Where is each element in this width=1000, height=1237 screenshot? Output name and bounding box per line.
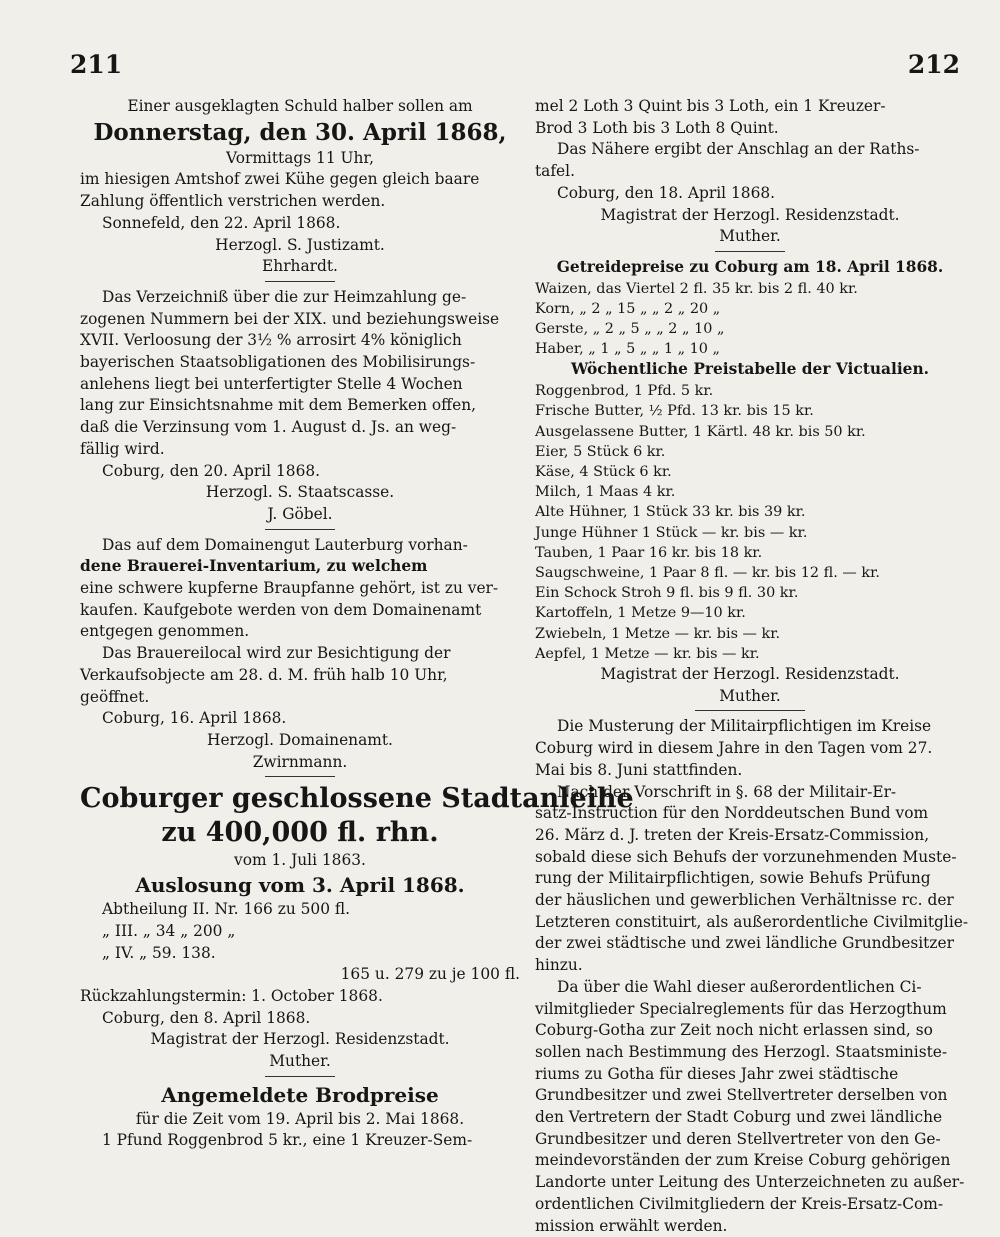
notice-intro: Einer ausgeklagten Schuld halber sollen am xyxy=(127,97,473,115)
grain-row: Korn, „ 2 „ 15 „ „ 2 „ 20 „ xyxy=(535,300,721,317)
notice-text: Das Nähere ergibt der Anschlag an der Raths- xyxy=(557,140,920,159)
draw-heading: Auslosung vom 3. April 1868. xyxy=(135,873,465,898)
signer: J. Göbel. xyxy=(267,504,333,523)
notice-text: bayerischen Staatsobligationen des Mobilisirungs- xyxy=(80,353,476,372)
notice-text: riums zu Gotha für dieses Jahr zwei städtische xyxy=(535,1064,899,1083)
food-row: Saugschweine, 1 Paar 8 fl. — kr. bis 12 fl. — kr. xyxy=(535,564,880,581)
divider xyxy=(695,710,805,711)
notice-text: dene Brauerei-Inventarium, zu welchem xyxy=(80,557,428,576)
notice-text: der zwei städtische und zwei ländliche Grundbesitzer xyxy=(535,934,954,953)
notice-text: Letzteren constituirt, als außerordentliche Civilmitglie- xyxy=(535,912,969,931)
notice-text: fällig wird. xyxy=(80,439,165,458)
place-date: Coburg, 16. April 1868. xyxy=(102,709,287,728)
food-row: Frische Butter, ½ Pfd. 13 kr. bis 15 kr. xyxy=(535,403,814,420)
auction-date-heading: Donnerstag, den 30. April 1868, xyxy=(93,118,507,146)
notice-text: daß die Verzinsung vom 1. August d. Js. an weg- xyxy=(80,418,457,437)
place-date: Sonnefeld, den 22. April 1868. xyxy=(102,213,341,232)
draw-row: Abtheilung II. Nr. 166 zu 500 fl. xyxy=(102,900,351,919)
food-row: Alte Hühner, 1 Stück 33 kr. bis 39 kr. xyxy=(535,504,806,521)
notice-text: Coburg wird in diesem Jahre in den Tagen vom 27. xyxy=(535,739,933,758)
notice-text: tafel. xyxy=(535,162,575,181)
food-row: Roggenbrod, 1 Pfd. 5 kr. xyxy=(535,383,714,400)
notice-text: Das Brauereilocal wird zur Besichtigung der xyxy=(102,644,451,663)
notice-text: kaufen. Kaufgebote werden von dem Domainenamt xyxy=(80,600,482,619)
notice-text: entgegen genommen. xyxy=(80,622,250,641)
divider xyxy=(265,1076,335,1077)
notice-text: den Vertretern der Stadt Coburg und zwei ländliche xyxy=(535,1108,943,1127)
notice-text: lang zur Einsichtsnahme mit dem Bemerken offen, xyxy=(80,396,476,415)
notice-text: Nach der Vorschrift in §. 68 der Militair-Er- xyxy=(557,782,897,801)
authority: Magistrat der Herzogl. Residenzstadt. xyxy=(600,664,900,683)
notice-text: der häuslichen und gewerblichen Verhältnisse rc. der xyxy=(535,891,954,910)
divider xyxy=(265,281,335,282)
notice-text: vilmitglieder Specialreglements für das Herzogthum xyxy=(535,999,947,1018)
food-row: Milch, 1 Maas 4 kr. xyxy=(535,484,676,501)
food-row: Aepfel, 1 Metze — kr. bis — kr. xyxy=(535,645,760,662)
loan-heading-amount: zu 400,000 fl. rhn. xyxy=(161,817,439,849)
notice-text: Brod 3 Loth bis 3 Loth 8 Quint. xyxy=(535,118,779,137)
signer: Ehrhardt. xyxy=(262,257,338,276)
food-row: Eier, 5 Stück 6 kr. xyxy=(535,443,666,460)
place-date: Coburg, den 8. April 1868. xyxy=(102,1008,311,1027)
food-row: Zwiebeln, 1 Metze — kr. bis — kr. xyxy=(535,625,781,642)
signer: Muther. xyxy=(719,227,781,246)
authority: Herzogl. S. Justizamt. xyxy=(215,235,385,254)
page-number-right: 212 xyxy=(907,50,960,79)
food-row: Ein Schock Stroh 9 fl. bis 9 fl. 30 kr. xyxy=(535,585,799,602)
notice-text: im hiesigen Amtshof zwei Kühe gegen gleich baare xyxy=(80,170,480,189)
notice-text: Verkaufsobjecte am 28. d. M. früh halb 10 Uhr, xyxy=(80,665,448,684)
notice-text: Das auf dem Domainengut Lauterburg vorhan- xyxy=(102,535,468,554)
notice-text: 26. März d. J. treten der Kreis-Ersatz-Commission, xyxy=(535,825,930,844)
notice-text: hinzu. xyxy=(535,956,583,975)
authority: Magistrat der Herzogl. Residenzstadt. xyxy=(600,205,900,224)
food-row: Kartoffeln, 1 Metze 9—10 kr. xyxy=(535,605,746,622)
notice-text: sollen nach Bestimmung des Herzogl. Staatsministe- xyxy=(535,1042,948,1061)
draw-row: 165 u. 279 zu je 100 fl. xyxy=(340,965,520,984)
grain-row: Haber, „ 1 „ 5 „ „ 1 „ 10 „ xyxy=(535,341,720,358)
food-row: Tauben, 1 Paar 16 kr. bis 18 kr. xyxy=(535,544,763,561)
notice-text: sobald diese sich Behufs der vorzunehmenden Muste- xyxy=(535,847,957,866)
notice-text: meindevorständen der zum Kreise Coburg gehörigen xyxy=(535,1151,951,1170)
signer: Zwirnmann. xyxy=(252,752,348,771)
divider xyxy=(265,776,335,777)
notice-text: zogenen Nummern bei der XIX. und beziehungsweise xyxy=(80,309,500,328)
place-date: Coburg, den 18. April 1868. xyxy=(557,183,776,202)
place-date: Coburg, den 20. April 1868. xyxy=(102,461,321,480)
page-number-left: 211 xyxy=(70,50,123,79)
divider xyxy=(265,529,335,530)
bread-price-heading: Angemeldete Brodpreise xyxy=(161,1082,439,1107)
food-row: Ausgelassene Butter, 1 Kärtl. 48 kr. bis 50 kr. xyxy=(535,423,866,440)
notice-text: Coburg-Gotha zur Zeit noch nicht erlassen sind, so xyxy=(535,1021,933,1040)
notice-text: geöffnet. xyxy=(80,687,150,706)
notice-text: rung der Militairpflichtigen, sowie Behufs Prüfung xyxy=(535,869,931,888)
draw-row: „ IV. „ 59. 138. xyxy=(102,943,216,962)
notice-text: mel 2 Loth 3 Quint bis 3 Loth, ein 1 Kreuzer- xyxy=(535,97,886,115)
food-price-table xyxy=(535,381,965,664)
repayment-date: Rückzahlungstermin: 1. October 1868. xyxy=(80,986,383,1005)
auction-time: Vormittags 11 Uhr, xyxy=(226,148,374,167)
authority: Herzogl. Domainenamt. xyxy=(207,730,393,749)
notice-text: XVII. Verloosung der 3½ % arrosirt 4% königlich xyxy=(80,331,462,350)
grain-row: Waizen, das Viertel 2 fl. 35 kr. bis 2 fl. 40 kr. xyxy=(535,280,858,297)
grain-row: Gerste, „ 2 „ 5 „ „ 2 „ 10 „ xyxy=(535,321,725,338)
loan-heading: Coburger geschlossene Stadtanleihe xyxy=(80,783,634,815)
notice-text: Das Verzeichniß über die zur Heimzahlung ge- xyxy=(102,287,467,306)
bread-price-period: für die Zeit vom 19. April bis 2. Mai 1868. xyxy=(135,1109,465,1128)
draw-row: „ III. „ 34 „ 200 „ xyxy=(102,921,236,940)
notice-text: Da über die Wahl dieser außerordentlichen Ci- xyxy=(557,977,922,996)
grain-price-table xyxy=(535,279,965,360)
notice-text: anlehens liegt bei unterfertigter Stelle 4 Wochen xyxy=(80,374,463,393)
authority: Herzogl. S. Staatscasse. xyxy=(205,483,395,502)
food-row: Käse, 4 Stück 6 kr. xyxy=(535,463,672,480)
notice-text: eine schwere kupferne Braupfanne gehört, ist zu ver- xyxy=(80,579,499,598)
notice-text: Mai bis 8. Juni stattfinden. xyxy=(535,760,743,779)
notice-text: Die Musterung der Militairpflichtigen im Kreise xyxy=(557,717,932,736)
notice-text: Zahlung öffentlich verstrichen werden. xyxy=(80,192,386,211)
divider xyxy=(715,251,785,252)
notice-text: mission erwählt werden. xyxy=(535,1216,728,1235)
notice-text: Landorte unter Leitung des Unterzeichneten zu außer- xyxy=(535,1173,965,1192)
signer: Muther. xyxy=(719,686,781,705)
right-column xyxy=(535,96,969,1237)
authority: Magistrat der Herzogl. Residenzstadt. xyxy=(150,1030,450,1049)
notice-text: 1 Pfund Roggenbrod 5 kr., eine 1 Kreuzer-Sem- xyxy=(102,1131,473,1150)
notice-text: Grundbesitzer und zwei Stellvertreter derselben von xyxy=(535,1086,948,1105)
loan-date: vom 1. Juli 1863. xyxy=(234,851,366,870)
food-price-heading: Wöchentliche Preistabelle der Victualien. xyxy=(570,360,930,379)
notice-text: ordentlichen Civilmitgliedern der Kreis-Ersatz-Com- xyxy=(535,1194,944,1213)
notice-text: satz-Instruction für den Norddeutschen Bund vom xyxy=(535,804,929,823)
notice-text: Grundbesitzer und deren Stellvertreter von den Ge- xyxy=(535,1129,941,1148)
signer: Muther. xyxy=(269,1052,331,1071)
grain-price-heading: Getreidepreise zu Coburg am 18. April 1868. xyxy=(556,257,944,276)
food-row: Junge Hühner 1 Stück — kr. bis — kr. xyxy=(535,524,808,541)
